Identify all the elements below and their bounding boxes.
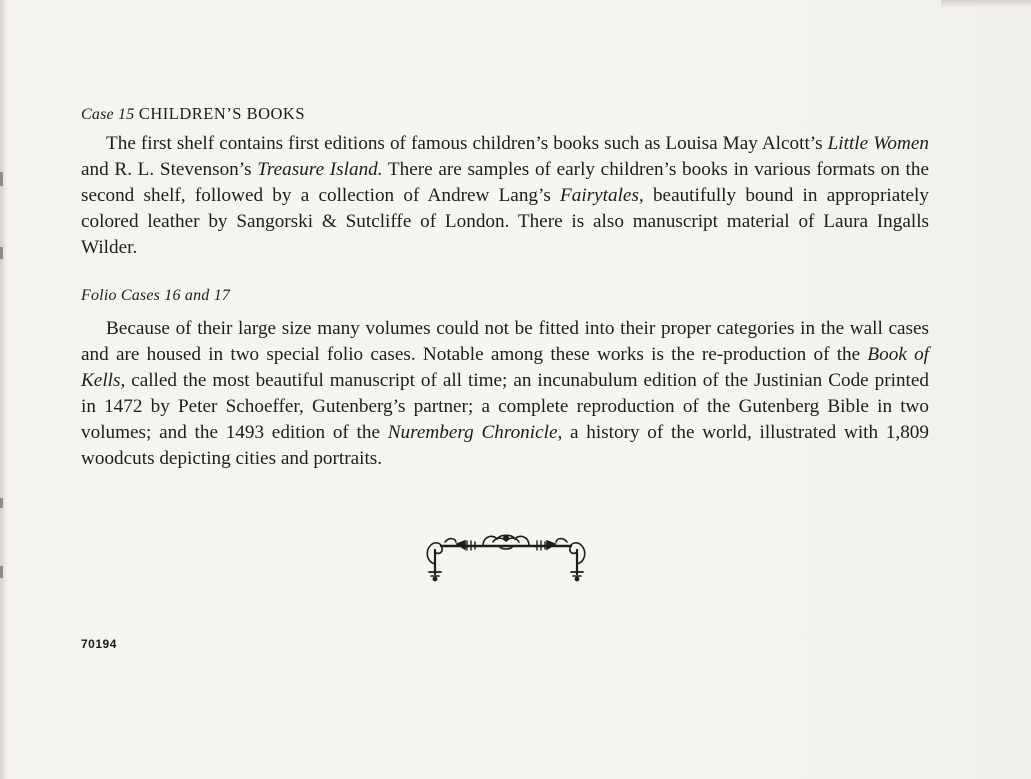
section-title: CHILDREN’S BOOKS bbox=[138, 104, 305, 123]
page-left-edge bbox=[0, 0, 6, 779]
page-top-edge bbox=[941, 0, 1031, 8]
section-label: Folio Cases 16 and 17 bbox=[81, 287, 231, 304]
paragraph-text: a history of the world, illustrated with 1,809 woodcuts depicting cities and portraits. bbox=[81, 422, 929, 469]
italic-title-text: Treasure Island. bbox=[257, 159, 383, 180]
italic-title-text: Nuremberg Chronicle, bbox=[387, 422, 563, 443]
paragraph-text: and R. L. Stevenson’s bbox=[81, 159, 258, 180]
page-content bbox=[81, 100, 929, 472]
decorative-scroll-ornament-icon bbox=[421, 526, 591, 582]
binding-mark bbox=[0, 172, 3, 186]
paragraph-text: called the most beautiful manuscript of all time; an incunabulum edition of the Justinian Code printed in 1472 by Peter Schoeffer, Gutenberg’s partner; a complete reproduction of the Gutenberg Bible in two volumes; and the 1493 edition of the bbox=[81, 370, 929, 443]
italic-title-text: Book of Kells, bbox=[81, 344, 929, 391]
paragraph-text: Because of their large size many volumes could not be fitted into their proper categories in the wall cases and are housed in two special folio cases. Notable among these works is the re-production of the bbox=[81, 318, 929, 365]
section-heading-case-15 bbox=[81, 102, 929, 127]
paragraph-text: beautifully bound in appropriately colored leather by Sangorski & Sutcliffe of London. There is also manuscript material of Laura Ingalls Wilder. bbox=[81, 185, 929, 258]
section-paragraph-childrens-books bbox=[81, 131, 929, 261]
section-label: Case 15 bbox=[81, 106, 135, 123]
print-code: 70194 bbox=[81, 637, 117, 651]
paragraph-text: The first shelf contains first editions of famous children’s books such as Louisa May Alcott’s bbox=[106, 133, 828, 154]
binding-mark bbox=[0, 566, 3, 578]
paragraph-text: There are samples of early children’s books in various formats on the second shelf, followed by a collection of Andrew Lang’s bbox=[81, 159, 930, 206]
binding-mark bbox=[0, 247, 3, 259]
italic-title-text: Fairytales, bbox=[560, 185, 644, 206]
italic-title-text: Little Women bbox=[827, 133, 929, 154]
section-paragraph-folio-cases bbox=[81, 316, 929, 472]
binding-mark bbox=[0, 498, 3, 508]
section-heading-folio-cases bbox=[81, 283, 929, 308]
